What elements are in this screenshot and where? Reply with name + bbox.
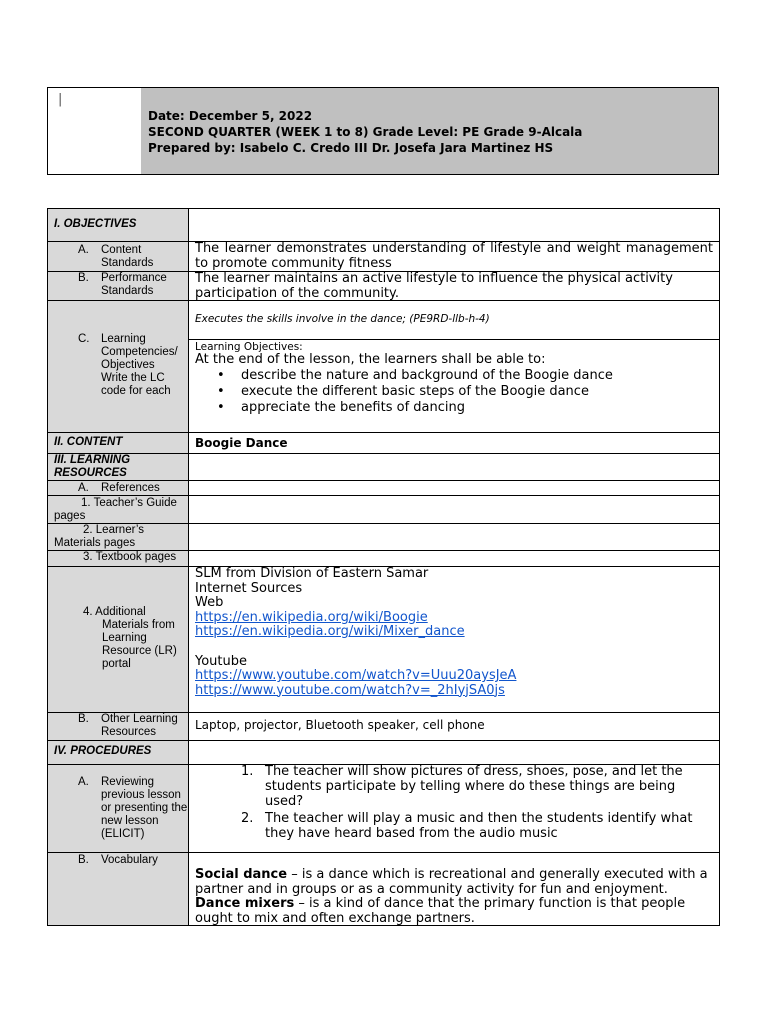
content-standards-text: The learner demonstrates understanding of lifestyle and weight management to promote community fitness xyxy=(195,241,713,271)
textbook-label: 3. Textbook pages xyxy=(83,551,177,563)
header-quarter: SECOND QUARTER (WEEK 1 to 8) Grade Level: PE Grade 9-Alcala xyxy=(148,125,583,139)
vocabulary-label: Vocabulary xyxy=(101,854,158,866)
competencies-label: Learning Competencies/ Objectives Write the LC code for each xyxy=(101,333,178,397)
additional-materials-content xyxy=(195,567,516,698)
learners-materials-label: 2. Learner’s Materials pages xyxy=(54,524,144,549)
content-standards-label: Content Standards xyxy=(101,244,154,269)
web-label: Web xyxy=(195,595,224,610)
list-item: 1. The teacher will show pictures of dress, shoes, pose, and let the students participate by telling where do these things are being used? xyxy=(241,764,683,809)
competencies-letter: C. xyxy=(78,333,90,345)
list-item: • appreciate the benefits of dancing xyxy=(195,400,613,416)
learning-objectives-heading: Learning Objectives: xyxy=(195,341,303,353)
header-date: Date: December 5, 2022 xyxy=(148,109,313,123)
teachers-guide-label: 1. Teacher’s Guide pages xyxy=(54,497,177,522)
dance-mixers-definition: Dance mixers – is a kind of dance that the primary function is that people xyxy=(195,896,686,911)
objectives-heading: I. OBJECTIVES xyxy=(54,218,137,230)
header-box xyxy=(47,87,719,175)
content-heading: II. CONTENT xyxy=(54,436,123,448)
youtube-link-2[interactable]: https://www.youtube.com/watch?v=_2hIyjSA0js xyxy=(195,682,505,698)
reviewing-steps xyxy=(195,764,692,843)
list-item: • execute the different basic steps of the Boogie dance xyxy=(195,384,613,400)
list-item: • describe the nature and background of the Boogie dance xyxy=(195,368,613,384)
resources-heading: III. LEARNING RESOURCES xyxy=(54,454,131,479)
performance-standards-letter: B. xyxy=(78,272,89,284)
wiki-mixer-dance-link[interactable]: https://en.wikipedia.org/wiki/Mixer_dance xyxy=(195,624,465,639)
content-value: Boogie Dance xyxy=(195,436,288,450)
references-letter: A. xyxy=(78,482,89,494)
learning-objectives-list xyxy=(195,368,613,416)
text-cursor: | xyxy=(58,92,63,107)
other-resources-letter: B. xyxy=(78,713,89,725)
list-item: 2. The teacher will play a music and then the students identify what they have heard based from the audio music xyxy=(241,811,693,841)
internet-sources-label: Internet Sources xyxy=(195,580,303,596)
content-standards-letter: A. xyxy=(78,244,89,256)
header-prepared-by: Prepared by: Isabelo C. Credo III Dr. Josefa Jara Martinez HS xyxy=(148,141,554,155)
performance-standards-label: Performance Standards xyxy=(101,272,167,297)
other-resources-value: Laptop, projector, Bluetooth speaker, cell phone xyxy=(195,718,485,732)
performance-standards-text: The learner maintains an active lifestyle to influence the physical activity participation of the community. xyxy=(195,271,673,301)
youtube-label: Youtube xyxy=(195,653,247,669)
reviewing-letter: A. xyxy=(78,776,89,788)
references-label: References xyxy=(101,482,160,494)
other-resources-label: Other Learning Resources xyxy=(101,713,178,738)
vocabulary-definitions: Social dance – is a dance which is recreational and generally executed with a partner and in groups or as a community activity for fun and enjoyment. Dance mixers – is a kind of dance that the primary function is that people ought to mix and often exchange partners. xyxy=(195,867,708,926)
vocabulary-letter: B. xyxy=(78,854,89,866)
header-logo-cell xyxy=(48,88,142,174)
header-info-cell xyxy=(141,88,718,174)
wiki-boogie-link[interactable]: https://en.wikipedia.org/wiki/Boogie xyxy=(195,609,428,625)
reviewing-label: Reviewing previous lesson or presenting the new lesson (ELICIT) xyxy=(101,776,188,840)
social-dance-definition: Social dance – is a dance which is recreational and generally executed with a xyxy=(195,867,708,882)
slm-source: SLM from Division of Eastern Samar xyxy=(195,566,429,581)
procedures-heading: IV. PROCEDURES xyxy=(54,745,152,757)
youtube-link-1[interactable]: https://www.youtube.com/watch?v=Uuu20aysJeA xyxy=(195,668,517,683)
lc-code: Executes the skills involve in the dance; (PE9RD-llb-h-4) xyxy=(195,313,490,325)
learning-objectives-intro: At the end of the lesson, the learners shall be able to: xyxy=(195,352,546,367)
additional-materials-label: 4. Additional Materials from Learning Resource (LR) portal xyxy=(83,606,177,670)
